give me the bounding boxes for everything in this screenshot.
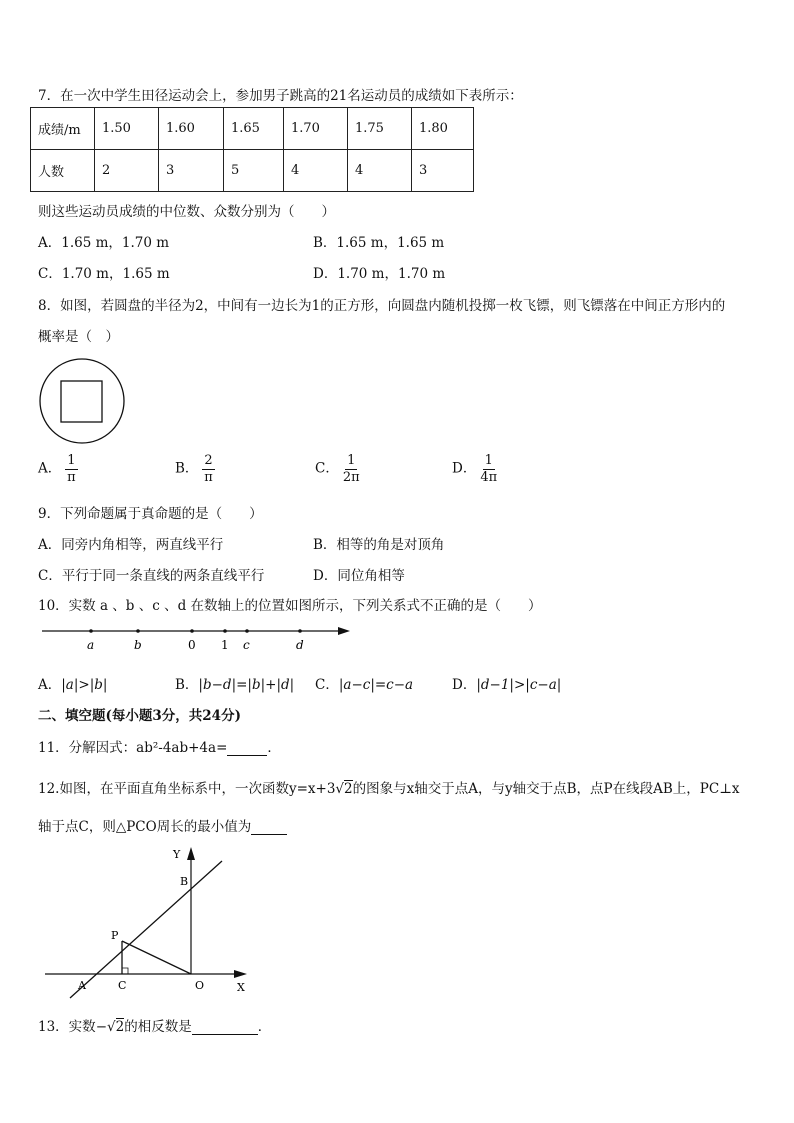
fraction: $\frac{1}{2\pi}$ (342, 453, 360, 485)
point-b (136, 629, 140, 633)
point-d (298, 629, 302, 633)
sqrt-symbol: √ (107, 1019, 116, 1035)
q12-line1: 12.如图，在平面直角坐标系中，一次函数y=x+3√2的图象与x轴交于点A，与y轴交于点B，点P在线段AB上，PC⊥x (38, 781, 740, 797)
label-b: B (180, 875, 189, 888)
label-one: 1 (221, 638, 229, 652)
q8-option-a: A． $\frac{1}{\pi}$ (38, 453, 76, 485)
q10-option-a: A．|a|>|b| (38, 677, 108, 693)
table-cell: 人数 (31, 150, 95, 192)
q8-disc-figure (36, 356, 130, 446)
q10-stem: 10．实数 a 、b 、c 、d 在数轴上的位置如图所示，下列关系式不正确的是（ ） (38, 598, 542, 614)
table-cell: 1.70 (284, 108, 348, 150)
q7-score-table (30, 107, 474, 192)
sqrt-symbol: √ (335, 781, 345, 797)
q12-line2: 轴于点C，则△PCO周长的最小值为 (38, 815, 287, 835)
q10-option-b: B．|b−d|=|b|+|d| (175, 677, 295, 693)
q9-stem: 9．下列命题属于真命题的是（ ） (38, 506, 263, 522)
point-one (223, 629, 227, 633)
x-arrow-icon (234, 970, 247, 978)
table-row (31, 108, 474, 150)
label-d: d (296, 638, 304, 652)
answer-blank (251, 834, 287, 835)
label-c: C (118, 979, 127, 992)
q8-option-c: C． $\frac{1}{2\pi}$ (315, 453, 360, 485)
q7-stem: 7．在一次中学生田径运动会上，参加男子跳高的21名运动员的成绩如下表所示： (38, 88, 523, 104)
table-cell: 3 (412, 150, 474, 192)
table-cell: 1.65 (224, 108, 284, 150)
label-y: Y (173, 848, 181, 861)
q8-option-d: D． $\frac{1}{4\pi}$ (452, 453, 498, 485)
segment-po (122, 941, 191, 974)
q10-number-line (38, 620, 354, 656)
answer-blank (227, 755, 267, 756)
label-b: b (134, 638, 142, 652)
q8-stem-line2: 概率是（ ） (38, 329, 119, 345)
q13-stem: 13．实数−√2的相反数是 ． (38, 1019, 272, 1035)
label-o: O (195, 979, 205, 992)
q8-option-b: B． $\frac{2}{\pi}$ (175, 453, 213, 485)
table-cell: 5 (224, 150, 284, 192)
table-cell: 4 (284, 150, 348, 192)
table-cell: 1.50 (95, 108, 159, 150)
q9-option-a: A．同旁内角相等，两直线平行 (38, 537, 224, 553)
table-cell: 1.60 (159, 108, 224, 150)
point-zero (190, 629, 194, 633)
q9-option-c: C．平行于同一条直线的两条直线平行 (38, 568, 265, 584)
q11-stem: 11．分解因式：ab²-4ab+4a= ． (38, 740, 281, 756)
table-cell: 3 (159, 150, 224, 192)
fraction: $\frac{2}{\pi}$ (204, 453, 213, 485)
table-row (31, 150, 474, 192)
table-cell: 成绩/m (31, 108, 95, 150)
q10-option-d: D．|d−1|>|c−a| (452, 677, 562, 693)
label-zero: 0 (188, 638, 196, 652)
line-ab (70, 861, 222, 998)
q8-stem-line1: 8．如图，若圆盘的半径为2，中间有一边长为1的正方形，向圆盘内随机投掷一枚飞镖，则飞镖落在中间正方形内的 (38, 298, 726, 314)
label-x: X (237, 981, 245, 994)
inner-square (61, 381, 102, 422)
q7-option-c: C．1.70 m，1.65 m (38, 266, 170, 282)
q7-question: 则这些运动员成绩的中位数、众数分别为（ ） (38, 204, 335, 220)
table-cell: 1.75 (348, 108, 412, 150)
label-a: a (87, 638, 95, 652)
right-angle-mark (122, 968, 128, 974)
section-heading: 二、填空题(每小题3分，共24分) (38, 708, 241, 724)
point-a (89, 629, 93, 633)
arrow-head-icon (338, 627, 350, 635)
fraction: $\frac{1}{4\pi}$ (480, 453, 498, 485)
fraction: $\frac{1}{\pi}$ (67, 453, 76, 485)
q9-option-d: D．同位角相等 (313, 568, 405, 584)
table-cell: 2 (95, 150, 159, 192)
disc-circle (40, 359, 124, 443)
q10-option-c: C．|a−c|=c−a (315, 677, 414, 693)
point-c (245, 629, 249, 633)
label-c: c (243, 638, 250, 652)
label-a: A (78, 979, 86, 992)
q7-option-d: D．1.70 m，1.70 m (313, 266, 446, 282)
table-cell: 1.80 (412, 108, 474, 150)
answer-blank (192, 1034, 258, 1035)
q7-option-b: B．1.65 m，1.65 m (313, 235, 445, 251)
q7-option-a: A．1.65 m，1.70 m (38, 235, 170, 251)
table-cell: 4 (348, 150, 412, 192)
label-p: P (111, 929, 119, 942)
q12-coordinate-figure (38, 843, 252, 999)
q9-option-b: B．相等的角是对顶角 (313, 537, 445, 553)
y-arrow-icon (187, 847, 195, 860)
